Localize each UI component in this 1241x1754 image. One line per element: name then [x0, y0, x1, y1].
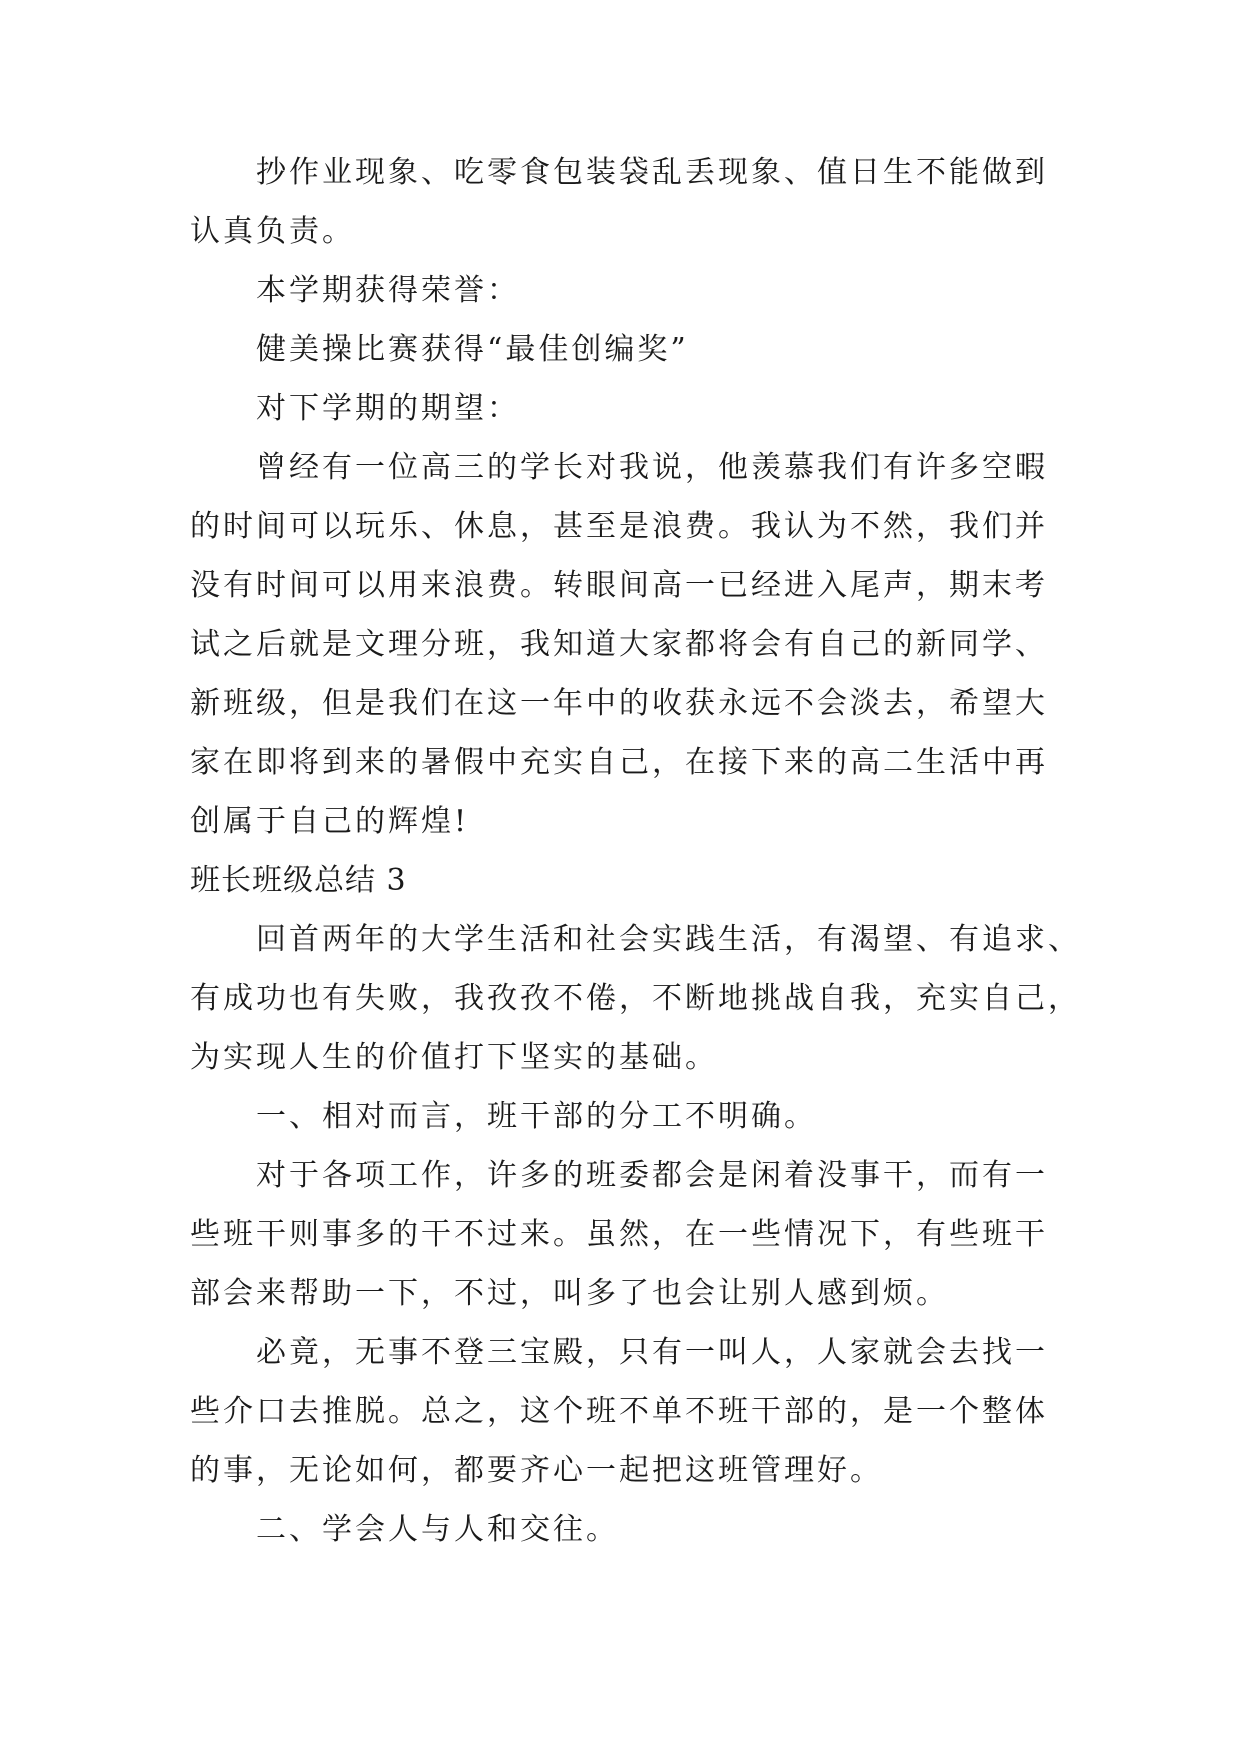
- text-line: 些介口去推脱。总之，这个班不单不班干部的，是一个整体: [190, 1394, 1048, 1429]
- document-body: [190, 155, 1081, 1574]
- text-line: 回首两年的大学生活和社会实践生活，有渴望、有追求、: [256, 922, 1081, 957]
- text-line: 部会来帮助一下，不过，叫多了也会让别人感到烦。: [190, 1276, 949, 1311]
- text-line: 家在即将到来的暑假中充实自己，在接下来的高二生活中再: [190, 745, 1048, 780]
- text-line: 些班干则事多的干不过来。虽然，在一些情况下，有些班干: [190, 1217, 1048, 1252]
- text-line: 有成功也有失败，我孜孜不倦，不断地挑战自我，充实自己，: [190, 981, 1081, 1016]
- text-line: 对下学期的期望：: [256, 391, 520, 426]
- section-heading: 班长班级总结 3: [190, 863, 407, 898]
- text-line: 必竟，无事不登三宝殿，只有一叫人，人家就会去找一: [256, 1335, 1048, 1370]
- text-line: 对于各项工作，许多的班委都会是闲着没事干，而有一: [256, 1158, 1048, 1193]
- text-line: 一、相对而言，班干部的分工不明确。: [256, 1099, 817, 1134]
- text-line: 健美操比赛获得“最佳创编奖”: [256, 332, 689, 367]
- text-line: 试之后就是文理分班，我知道大家都将会有自己的新同学、: [190, 627, 1048, 662]
- text-line: 曾经有一位高三的学长对我说，他羡慕我们有许多空暇: [256, 450, 1048, 485]
- text-line: 为实现人生的价值打下坚实的基础。: [190, 1040, 718, 1075]
- text-line: 的事，无论如何，都要齐心一起把这班管理好。: [190, 1453, 883, 1488]
- text-line: 没有时间可以用来浪费。转眼间高一已经进入尾声，期末考: [190, 568, 1048, 603]
- text-line: 的时间可以玩乐、休息，甚至是浪费。我认为不然，我们并: [190, 509, 1048, 544]
- text-line: 抄作业现象、吃零食包装袋乱丢现象、值日生不能做到: [256, 155, 1048, 190]
- text-line: 创属于自己的辉煌!: [190, 804, 470, 839]
- text-line: 认真负责。: [190, 214, 355, 249]
- text-line: 新班级，但是我们在这一年中的收获永远不会淡去，希望大: [190, 686, 1048, 721]
- text-line: 本学期获得荣誉：: [256, 273, 520, 308]
- text-line: 二、学会人与人和交往。: [256, 1512, 619, 1547]
